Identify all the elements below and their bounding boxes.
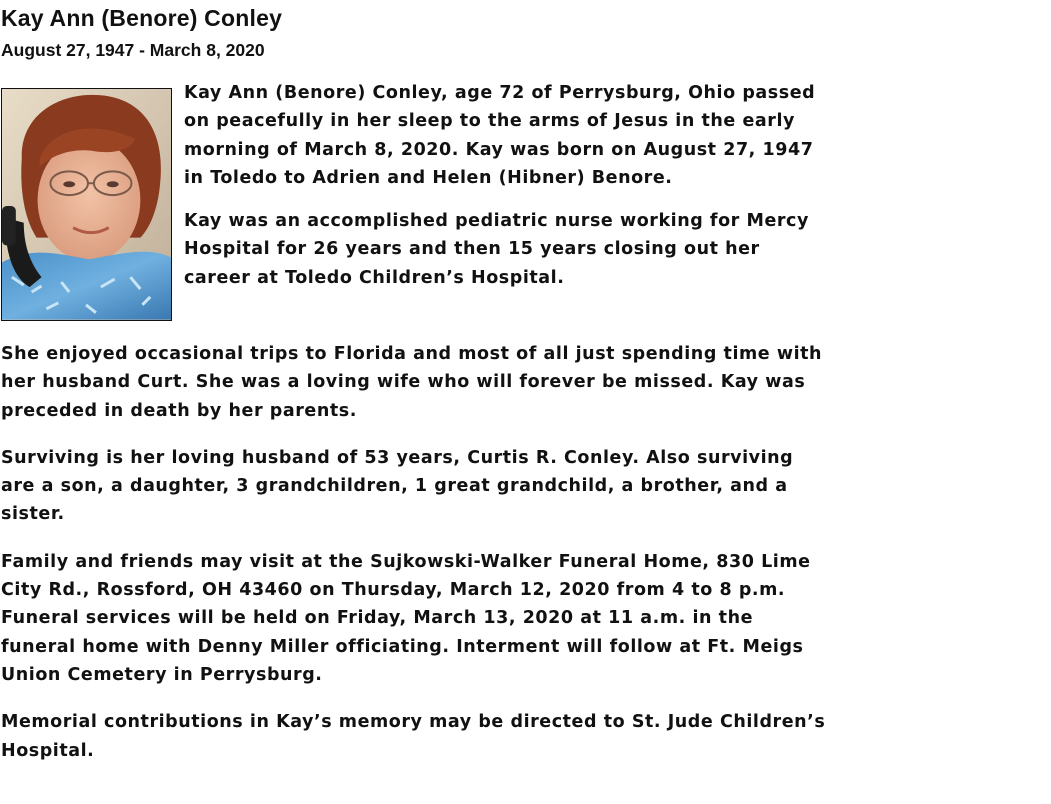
obituary-name: Kay Ann (Benore) Conley: [1, 5, 283, 31]
obituary-body: [1, 340, 831, 765]
portrait-photo: [1, 88, 172, 321]
intro-section: [1, 83, 831, 340]
obituary-paragraph: Memorial contributions in Kay’s memory may be directed to St. Jude Children’s Hospital.: [1, 712, 826, 761]
obituary-paragraph: Surviving is her loving husband of 53 years, Curtis R. Conley. Also surviving are a son, a daughter, 3 grandchildren, 1 great grandchild, a brother, and a sister.: [1, 447, 794, 525]
intro-text: [184, 79, 824, 307]
obituary: [1, 4, 831, 784]
obituary-paragraph: Kay was an accomplished pediatric nurse working for Mercy Hospital for 26 years and then 15 years closing out her career at Toledo Children’s Hospital.: [184, 211, 809, 288]
obituary-paragraph: Family and friends may visit at the Sujkowski-Walker Funeral Home, 830 Lime City Rd., Rossford, OH 43460 on Thursday, March 12, 2020 from 4 to 8 p.m. Funeral services will be held on Friday, March 13, 2020 at 11 a.m. in the funeral home with Denny Miller officiating. Interment will follow at Ft. Meigs Union Cemetery in Perrysburg.: [1, 551, 811, 685]
obituary-paragraph: She enjoyed occasional trips to Florida and most of all just spending time with her husband Curt. She was a loving wife who will forever be missed. Kay was preceded in death by her parents.: [1, 344, 823, 421]
obituary-dates: August 27, 1947 - March 8, 2020: [1, 40, 265, 60]
obituary-paragraph: Kay Ann (Benore) Conley, age 72 of Perrysburg, Ohio passed on peacefully in her sleep to the arms of Jesus in the early morning of March 8, 2020. Kay was born on August 27, 1947 in Toledo to Adrien and Helen (Hibner) Benore.: [184, 83, 816, 188]
